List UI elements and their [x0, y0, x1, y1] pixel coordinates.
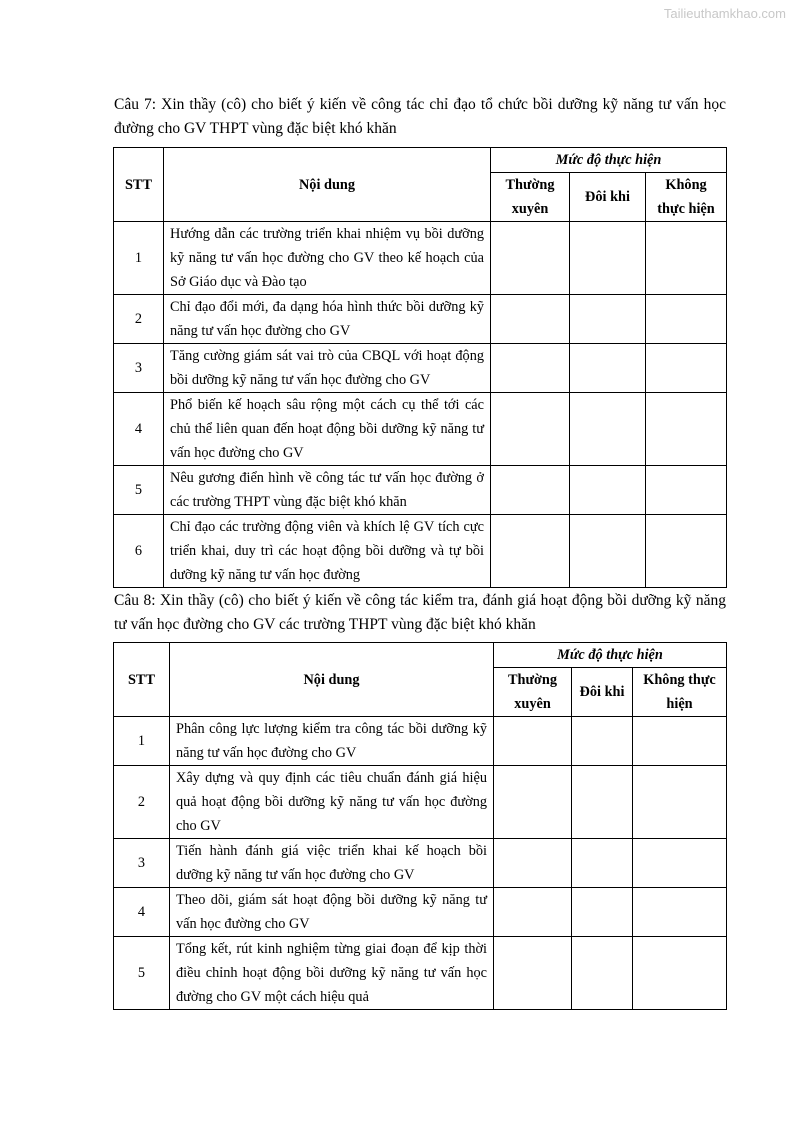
table-row: [114, 766, 727, 839]
row-number: 5: [114, 937, 170, 1010]
row-number: 6: [114, 515, 164, 588]
row-content: Tiến hành đánh giá việc triển khai kế hoạch bồi dưỡng kỹ năng tư vấn học đường cho GV: [170, 839, 494, 888]
cell-often[interactable]: [491, 222, 570, 295]
cell-never[interactable]: [646, 515, 727, 588]
cell-sometimes[interactable]: [572, 839, 633, 888]
cell-never[interactable]: [646, 222, 727, 295]
cell-often[interactable]: [491, 344, 570, 393]
row-number: 2: [114, 295, 164, 344]
cell-often[interactable]: [491, 466, 570, 515]
row-number: 1: [114, 222, 164, 295]
cell-sometimes[interactable]: [570, 344, 646, 393]
header-stt: STT: [114, 643, 170, 717]
cell-sometimes[interactable]: [572, 717, 633, 766]
row-content: Tổng kết, rút kinh nghiệm từng giai đoạn để kịp thời điều chỉnh hoạt động bồi dưỡng kỹ năng tư vấn học đường cho GV một cách hiệu quả: [170, 937, 494, 1010]
header-often: Thường xuyên: [494, 668, 572, 717]
cell-often[interactable]: [491, 393, 570, 466]
row-number: 3: [114, 839, 170, 888]
cell-sometimes[interactable]: [570, 466, 646, 515]
row-content: Tăng cường giám sát vai trò của CBQL với hoạt động bồi dưỡng kỹ năng tư vấn học đường cho GV: [164, 344, 491, 393]
cell-never[interactable]: [633, 717, 727, 766]
table-row: [114, 466, 727, 515]
cell-sometimes[interactable]: [570, 295, 646, 344]
cell-sometimes[interactable]: [572, 888, 633, 937]
cell-sometimes[interactable]: [572, 766, 633, 839]
header-never: Không thực hiện: [633, 668, 727, 717]
table-row: [114, 515, 727, 588]
cell-never[interactable]: [646, 393, 727, 466]
question-8-prompt: Câu 8: Xin thầy (cô) cho biết ý kiến về công tác kiểm tra, đánh giá hoạt động bồi dưỡng kỹ năng tư vấn học đường cho GV các trường THPT vùng đặc biệt khó khăn: [114, 592, 726, 633]
row-content: Theo dõi, giám sát hoạt động bồi dưỡng kỹ năng tư vấn học đường cho GV: [170, 888, 494, 937]
row-content: Chỉ đạo đổi mới, đa dạng hóa hình thức bồi dưỡng kỹ năng tư vấn học đường cho GV: [164, 295, 491, 344]
table-row: [114, 222, 727, 295]
header-often: Thường xuyên: [491, 173, 570, 222]
cell-often[interactable]: [491, 295, 570, 344]
cell-often[interactable]: [494, 766, 572, 839]
cell-never[interactable]: [633, 937, 727, 1010]
header-stt: STT: [114, 148, 164, 222]
cell-never[interactable]: [633, 888, 727, 937]
cell-often[interactable]: [494, 937, 572, 1010]
cell-often[interactable]: [491, 515, 570, 588]
cell-never[interactable]: [633, 839, 727, 888]
row-number: 4: [114, 888, 170, 937]
question-7-prompt: Câu 7: Xin thầy (cô) cho biết ý kiến về công tác chỉ đạo tổ chức bồi dưỡng kỹ năng tư vấn học đường cho GV THPT vùng đặc biệt khó khăn: [114, 96, 726, 137]
row-content: Phân công lực lượng kiểm tra công tác bồi dưỡng kỹ năng tư vấn học đường cho GV: [170, 717, 494, 766]
table-row: [114, 393, 727, 466]
table-row: [114, 717, 727, 766]
header-sometimes: Đôi khi: [570, 173, 646, 222]
header-sometimes: Đôi khi: [572, 668, 633, 717]
row-number: 1: [114, 717, 170, 766]
row-content: Xây dựng và quy định các tiêu chuẩn đánh giá hiệu quả hoạt động bồi dưỡng kỹ năng tư vấn học đường cho GV: [170, 766, 494, 839]
row-content: Hướng dẫn các trường triển khai nhiệm vụ bồi dưỡng kỹ năng tư vấn học đường cho GV theo kế hoạch của Sở Giáo dục và Đào tạo: [164, 222, 491, 295]
cell-never[interactable]: [633, 766, 727, 839]
watermark: Tailieuthamkhao.com: [663, 6, 786, 21]
survey-table-q8: [113, 642, 727, 1010]
row-content: Phổ biến kế hoạch sâu rộng một cách cụ thể tới các chủ thể liên quan đến hoạt động bồi dưỡng kỹ năng tư vấn học đường cho GV: [164, 393, 491, 466]
table-row: [114, 344, 727, 393]
row-content: Chỉ đạo các trường động viên và khích lệ GV tích cực triển khai, duy trì các hoạt động bồi dưỡng và tự bồi dưỡng kỹ năng tư vấn học đường: [164, 515, 491, 588]
header-implementation-level: Mức độ thực hiện: [491, 148, 727, 173]
cell-often[interactable]: [494, 839, 572, 888]
cell-sometimes[interactable]: [570, 515, 646, 588]
header-content: Nội dung: [164, 148, 491, 222]
table-row: [114, 295, 727, 344]
cell-often[interactable]: [494, 717, 572, 766]
cell-never[interactable]: [646, 344, 727, 393]
table-row: [114, 839, 727, 888]
row-content: Nêu gương điển hình về công tác tư vấn học đường ở các trường THPT vùng đặc biệt khó khăn: [164, 466, 491, 515]
row-number: 4: [114, 393, 164, 466]
row-number: 3: [114, 344, 164, 393]
cell-never[interactable]: [646, 466, 727, 515]
table-row: [114, 937, 727, 1010]
header-content: Nội dung: [170, 643, 494, 717]
cell-sometimes[interactable]: [570, 393, 646, 466]
cell-often[interactable]: [494, 888, 572, 937]
header-implementation-level: Mức độ thực hiện: [494, 643, 727, 668]
cell-sometimes[interactable]: [572, 937, 633, 1010]
row-number: 5: [114, 466, 164, 515]
cell-sometimes[interactable]: [570, 222, 646, 295]
survey-table-q7: [113, 147, 727, 588]
header-never: Không thực hiện: [646, 173, 727, 222]
row-number: 2: [114, 766, 170, 839]
cell-never[interactable]: [646, 295, 727, 344]
table-row: [114, 888, 727, 937]
